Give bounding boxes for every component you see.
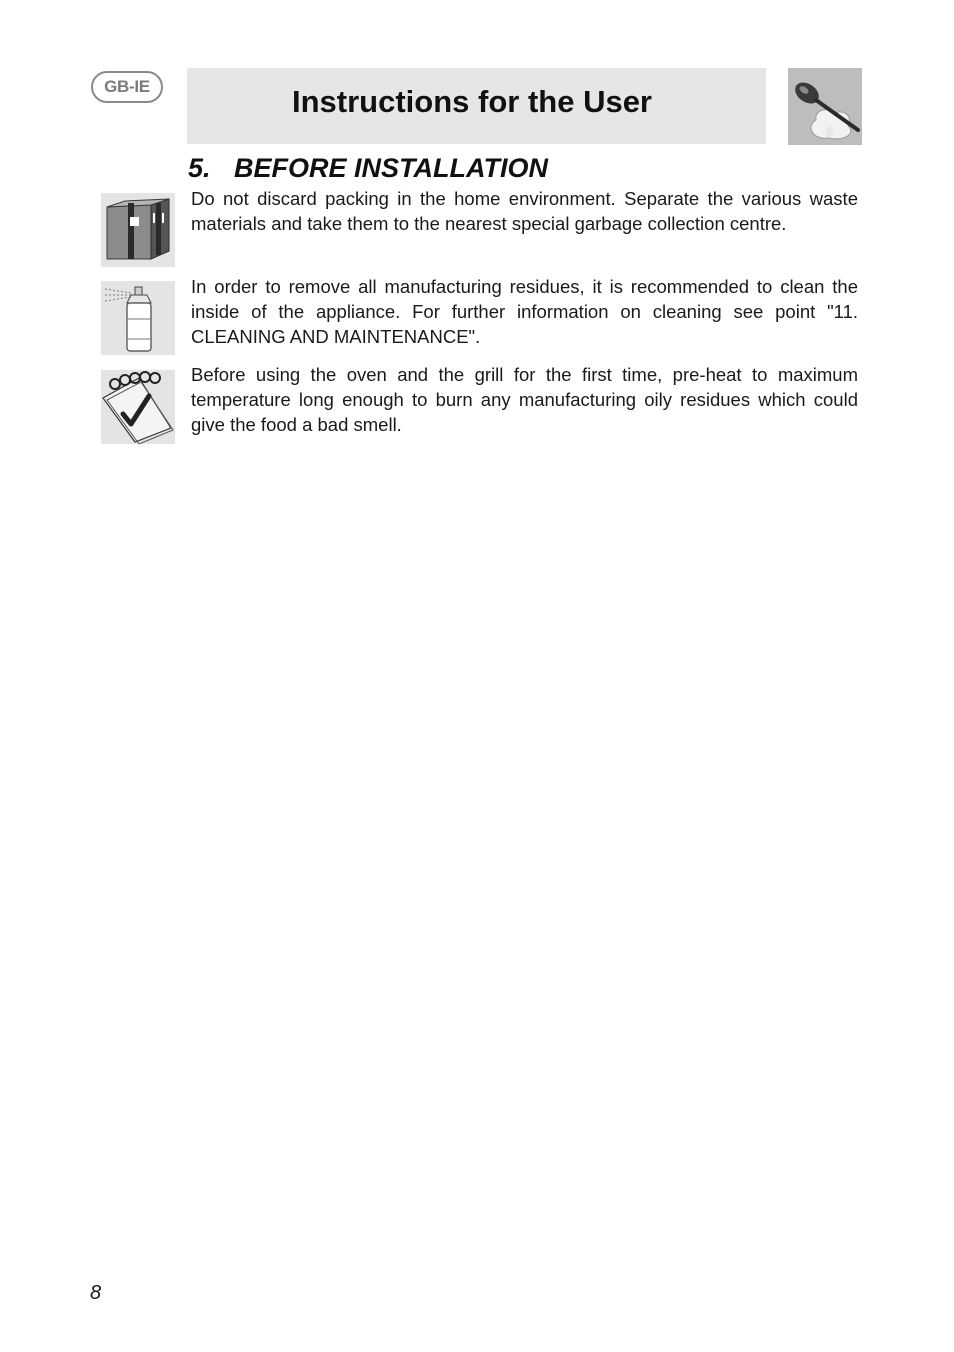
chef-spoon-icon: [788, 68, 862, 145]
section-number: 5.: [188, 153, 211, 183]
spray-can-icon: [101, 281, 175, 355]
header-band: [187, 68, 766, 144]
item-text-cleaning: In order to remove all manufacturing residues, it is recommended to clean the inside of the appliance. For further information on cleaning see point "11. CLEANING AND MAINTENANCE".: [191, 276, 858, 347]
language-badge: GB-IE: [91, 71, 163, 103]
page-number: 8: [90, 1282, 102, 1304]
section-heading: [188, 151, 548, 185]
section-title-text: BEFORE INSTALLATION: [234, 153, 548, 183]
page-title: Instructions for the User: [292, 84, 652, 119]
item-text-preheat: Before using the oven and the grill for the first time, pre-heat to maximum temperature long enough to burn any manufacturing oily residues which could give the food a bad smell.: [191, 364, 858, 435]
item-text-packing: Do not discard packing in the home environment. Separate the various waste materials and take them to the nearest special garbage collection centre.: [191, 188, 858, 234]
notepad-check-icon: [101, 370, 175, 444]
packing-box-icon: [101, 193, 175, 267]
